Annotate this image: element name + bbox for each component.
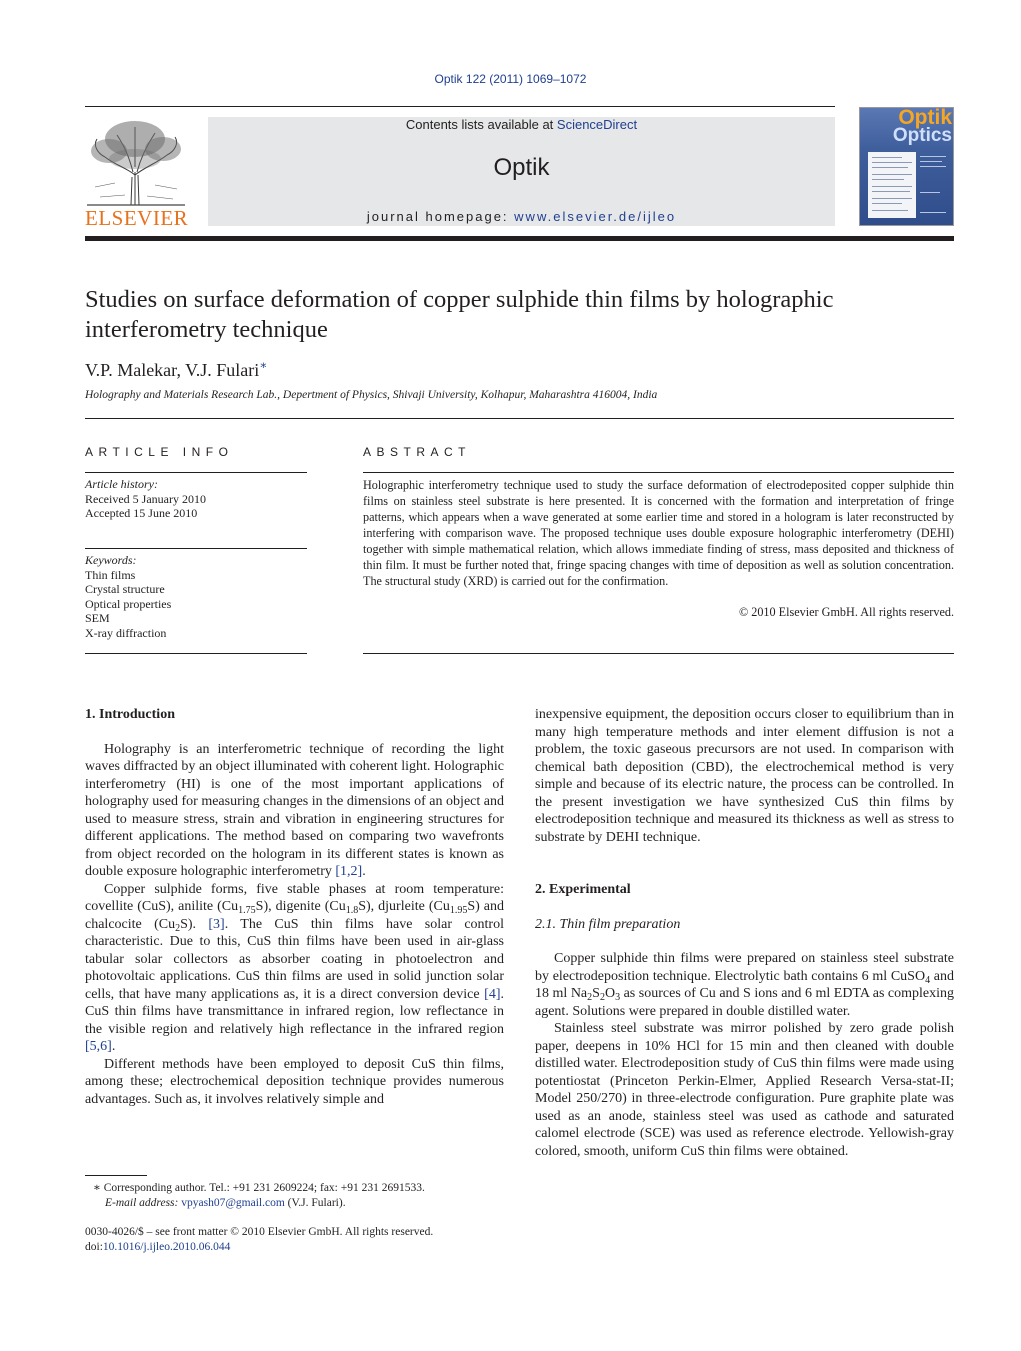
journal-homepage-link[interactable]: www.elsevier.de/ijleo: [514, 209, 677, 224]
header-top-rule: [85, 106, 835, 107]
doi-prefix: doi:: [85, 1241, 103, 1253]
elsevier-wordmark: ELSEVIER: [85, 206, 189, 230]
title-block-rule: [85, 418, 954, 419]
section-heading-introduction: 1. Introduction: [85, 707, 175, 722]
header-bottom-rule: [85, 236, 954, 241]
abstract-rule-bottom: [363, 653, 954, 654]
received-date: Received 5 January 2010: [85, 491, 206, 506]
reference-link[interactable]: [3]: [208, 916, 225, 932]
reference-link[interactable]: [1,2]: [335, 864, 363, 879]
journal-name: Optik: [493, 154, 550, 181]
author-list: [85, 358, 955, 381]
body-left-column: [85, 706, 504, 1108]
footnote-mark: ∗: [93, 1182, 101, 1194]
intro-continuation-paragraph: inexpensive equipment, the deposition occurs closer to equilibrium than in many high temperature methods and inter element diffusion is not a problem, the toxic gaseous precursors are not used. In comparison with chemical bath deposition (CBD), the electrochemical method is very simple and because of its electric nature, the process can be controlled. In the present investigation we have synthesized CuS thin films by electrodeposition technique and measured its thickness as well as stress to substrate by DEHI technique.: [535, 707, 954, 845]
article-title: Studies on surface deformation of copper sulphide thin films by holographic interferometry technique: [85, 286, 834, 343]
intro-paragraph-2: Copper sulphide forms, five stable phases at room temperature: covellite (CuS), anilite $(Cu_{1.75}S)$, digenite $(Cu_{1.8}S)$, djurleite $(Cu_{1.95}S)$ and chalcocite $(Cu_2S)$. [3]. The CuS thin films have solar control characteristic. Due to this, CuS thin films have been used in air-glass tabular solar collectors as absorber coating in photoelectron and photovoltaic applications. CuS thin films are used in solid junction solar cells, that have many applications as, it is a direct conversion device [4]. CuS thin films have transmittance in infrared region, low reflectance in the visible region and relatively high reflectance in the infrared region [5,6].: [85, 881, 504, 1054]
footnote-rule: [85, 1175, 147, 1176]
cover-title: Optik: [898, 107, 952, 129]
email-suffix: (V.J. Fulari).: [284, 1197, 346, 1209]
intro-paragraph-3: Different methods have been employed to deposit CuS thin films, among these; electrochemical deposition technique provides numerous advantages. Such as, it involves relatively simple and: [85, 1056, 504, 1107]
cover-contents-panel: [868, 152, 916, 218]
abstract-rule-top: [363, 472, 954, 473]
author-email-link[interactable]: vpyash07@gmail.com: [181, 1197, 285, 1209]
subsection-heading-thin-film-preparation: 2.1. Thin film preparation: [535, 916, 681, 932]
body-right-column: [535, 706, 954, 1160]
article-info-rule-top: [85, 472, 307, 473]
contents-availability-line: [208, 117, 835, 132]
reference-link[interactable]: [4]: [484, 986, 501, 1002]
abstract-text: Holographic interferometry technique used to study the surface deformation of electrodeposited copper sulphide thin films on stainless steel substrate is here presented. It is concerned with the formation and interpretation of fringe patterns, which appears when a wave generated at some earlier time and stored in a hologram is later reconstructed by interfering with comparison wave. The proposed technique uses double exposure holographic interferometry (DEHI) together with simple mathematical relation, which allows immediate finding of stress, mass deposited and thickness of thin film. It must be further noted that, fringe spacing changes with time of deposition as well as solution concentration. The structural study (XRD) is carried out for the confirmation.: [363, 478, 954, 588]
section-heading-experimental: 2. Experimental: [535, 882, 631, 897]
contents-prefix: Contents lists available at: [405, 117, 557, 132]
authors-names: V.P. Malekar, V.J. Fulari: [85, 360, 260, 380]
abstract-heading: ABSTRACT: [363, 445, 472, 459]
journal-homepage-line: [208, 209, 835, 224]
tree-illustration-icon: [85, 117, 187, 207]
corresponding-author-footnote: [85, 1181, 505, 1211]
cover-subtitle: Optics: [892, 125, 952, 146]
author-affiliation: Holography and Materials Research Lab., Depertment of Physics, Shivaji University, Kolhapur, Maharashtra 416004, India: [85, 389, 658, 401]
experimental-paragraph-1: Copper sulphide thin films were prepared on stainless steel substrate by electrodeposition technique. Electrolytic bath contains 6 ml CuSO$_4$ and 18 ml $Na_2S_2O_3$ as sources of Cu and S ions and 6 ml EDTA as complexing agent. Solutions were prepared in double distilled water.: [535, 951, 955, 1019]
issn-line: 0030-4026/$ – see front matter © 2010 Elsevier GmbH. All rights reserved.: [85, 1226, 434, 1238]
reference-link[interactable]: [5,6]: [85, 1039, 112, 1054]
journal-reference-link[interactable]: Optik 122 (2011) 1069–1072: [434, 72, 587, 86]
article-info-rule-middle: [85, 548, 307, 549]
keywords-block: [85, 553, 307, 640]
abstract-copyright: © 2010 Elsevier GmbH. All rights reserved.: [738, 605, 954, 619]
keyword-item: Optical properties: [85, 596, 172, 611]
article-identifiers: [85, 1225, 505, 1255]
homepage-prefix: journal homepage:: [366, 209, 515, 224]
article-info-rule-bottom: [85, 653, 307, 654]
sciencedirect-link[interactable]: ScienceDirect: [556, 117, 638, 132]
cover-side-text: [920, 152, 950, 218]
keyword-item: SEM: [85, 611, 110, 625]
accepted-date: Accepted 15 June 2010: [85, 506, 198, 520]
experimental-paragraph-2: Stainless steel substrate was mirror polished by zero grade polish paper, deepens in 10% HCl for 15 min and then cleaned with double distilled water. Electrodeposition study of CuS thin films were made using potentiostat (Princeton Perkin-Elmer, Applied Research Versa-stat-II; Model 250/270) in three-electrode configuration. Pure graphite plate was used as an anode, stainless steel was used as cathode and saturated calomel electrode (SCE) was used as reference electrode. Yellowish-gray colored, smooth, uniform CuS thin films were obtained.: [535, 1021, 954, 1159]
doi-link[interactable]: 10.1016/j.ijleo.2010.06.044: [102, 1241, 231, 1253]
keyword-item: Crystal structure: [85, 582, 165, 596]
intro-paragraph-1: Holography is an interferometric technique of recording the light waves diffracted by an object illuminated with coherent light. Holographic interferometry (HI) is one of the most important applications of holography used for measuring changes in the dimensions of an object and used to measure stress, strain and vibration in engineering structures for different applications. The method based on comparing two wavefronts from object recorded on the hologram in its different states is known as double exposure holographic interferometry [1,2].: [85, 741, 504, 879]
corresponding-author-mark[interactable]: ∗: [259, 358, 268, 372]
keyword-item: X-ray diffraction: [85, 625, 167, 640]
article-info-heading: ARTICLE INFO: [85, 445, 234, 459]
email-label: E-mail address:: [105, 1197, 182, 1209]
history-label: Article history:: [85, 477, 158, 491]
article-history: [85, 477, 307, 521]
journal-cover-image: [859, 107, 954, 226]
footnote-contact: Corresponding author. Tel.: +91 231 2609224; fax: +91 231 2691533.: [100, 1182, 425, 1194]
keywords-label: Keywords:: [85, 553, 137, 567]
keyword-item: Thin films: [85, 567, 136, 582]
